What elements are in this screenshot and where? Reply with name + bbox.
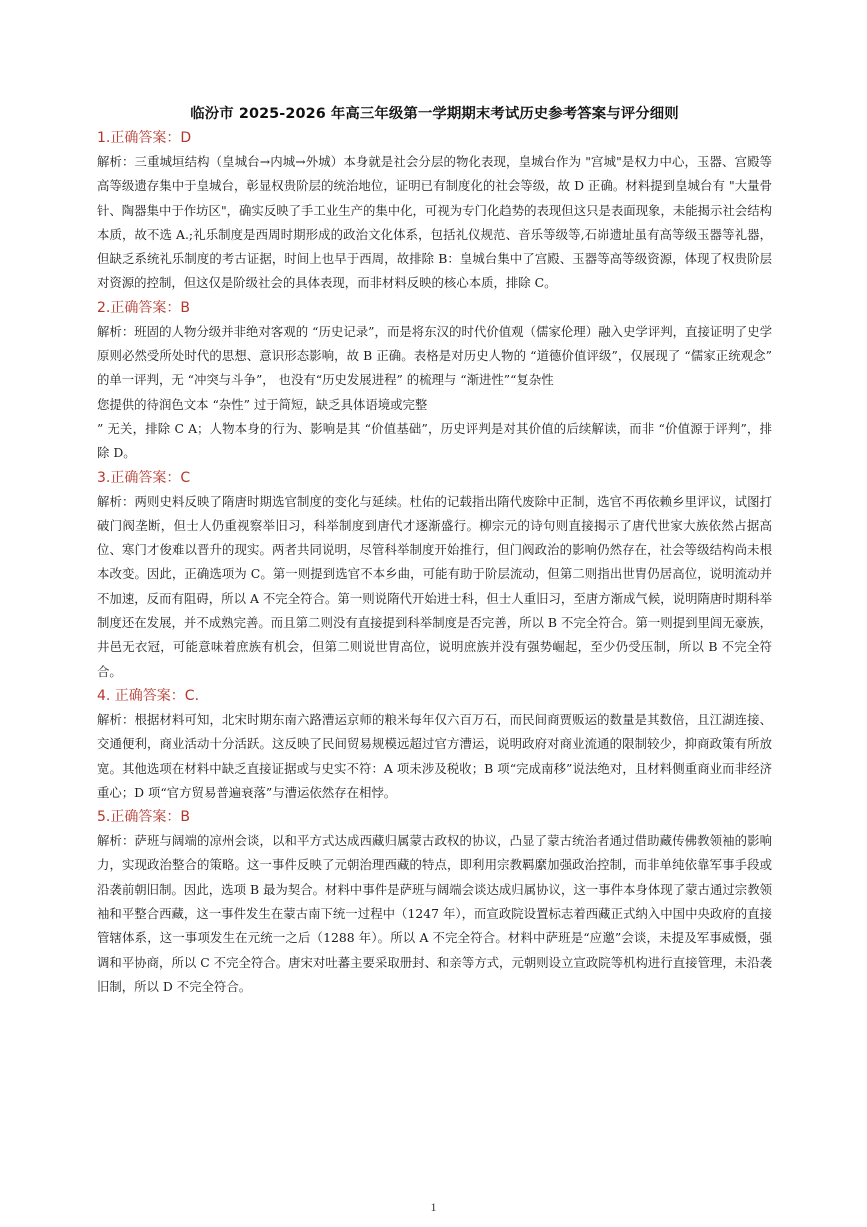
document-content xyxy=(97,104,772,999)
question-1-answer-heading: 1.正确答案：D xyxy=(97,130,192,146)
question-1-analysis: 解析：三重城垣结构（皇城台→内城→外城）本身就是社会分层的物化表现，皇城台作为 "宫城"是权力中心，玉器、宫殿等高等级遗存集中于皇城台，彰显权贵阶层的统治地位，证明已有制度化的社会等级，故 D 正确。材料提到皇城台有 "大量骨针、陶器集中于作坊区"，确实反映了手工业生产的集中化，可视为专门化趋势的表现但这只是表面现象，未能揭示社会结构本质，故不选 A.;礼乐制度是西周时期形成的政治文化体系，包括礼仪规范、音乐等级等,石峁遗址虽有高等级玉器等礼器，但缺乏系统礼乐制度的考古证据，时间上也早于西周，故排除 B：皇城台集中了宫殿、玉器等高等级资源，体现了权贵阶层对资源的控制，但这仅是阶级社会的具体表现，而非材料反映的核心本质，排除 C。 xyxy=(97,154,772,291)
document-title: 临汾市 2025-2026 年高三年级第一学期期末考试历史参考答案与评分细则 xyxy=(190,106,679,122)
question-3-answer-heading: 3.正确答案：C xyxy=(97,469,191,486)
question-4-section xyxy=(97,686,772,805)
page-number: 1 xyxy=(430,1200,437,1214)
question-5-answer-heading: 5.正确答案：B xyxy=(97,809,190,826)
question-4-analysis: 解析：根据材料可知，北宋时期东南六路漕运京师的粮米每年仅六百万石，而民间商贾贩运的数量是其数倍，且江湖连接、交通便利，商业活动十分活跃。这反映了民间贸易规模远超过官方漕运，说明政府对商业流通的限制较少，抑商政策有所放宽。其他选项在材料中缺乏直接证据或与史实不符：A 项未涉及税收；B 项“完成南移”说法绝对，且材料侧重商业而非经济重心；D 项“官方贸易普遍衰落”与漕运依然存在相悖。 xyxy=(97,711,772,800)
question-1-section xyxy=(97,128,772,296)
question-2-analysis-continued: ” 无关，排除 C A；人物本身的行为、影响是其 “价值基础”，历史评判是对其价值的后续解读，而非 “价值源于评判”，排除 D。 xyxy=(97,420,772,461)
question-5-section xyxy=(97,807,772,999)
question-2-answer-heading: 2.正确答案：B xyxy=(97,299,190,316)
question-2-analysis: 解析：班固的人物分级并非绝对客观的 “历史记录”，而是将东汉的时代价值观（儒家伦理）融入史学评判，直接证明了史学原则必然受所处时代的思想、意识形态影响，故 B 正确。表格是对历史人物的 “道德价值评级”，仅展现了 “儒家正统观念” 的单一评判，无 “冲突与斗争”， 也没有“历史发展进程” 的梳理与 “渐进性”“复杂性 xyxy=(97,323,772,388)
question-3-section xyxy=(97,468,772,684)
question-2-section xyxy=(97,298,772,466)
question-4-answer-heading: 4. 正确答案：C. xyxy=(97,687,200,704)
question-3-analysis: 解析：两则史料反映了隋唐时期选官制度的变化与延续。杜佑的记载指出隋代废除中正制，选官不再依赖乡里评议，试图打破门阀垄断，但士人仍重视察举旧习，科举制度到唐代才逐渐盛行。柳宗元的诗句则直接揭示了唐代世家大族依然占据高位、寒门才俊难以晋升的现实。两者共同说明，尽管科举制度开始推行，但门阀政治的影响仍然存在，社会等级结构尚未根本改变。因此，正确选项为 C。第一则提到选官不本乡曲，可能有助于阶层流动，但第二则指出世胄仍居高位，说明流动并不加速，反而有阻碍，所以 A 不完全符合。第一则说隋代开始进士科，但士人重旧习，至唐方渐成气候，说明隋唐时期科举制度还在发展，并不成熟完善。而且第二则没有直接提到科举制度是否完善，所以 B 不完全符合。第一则提到里闾无豪族，井邑无衣冠，可能意味着庶族有机会，但第二则说世胄高位，说明庶族并没有强势崛起，至少仍受压制，所以 B 不完全符合。 xyxy=(97,493,772,679)
question-5-analysis: 解析：萨班与阔端的凉州会谈，以和平方式达成西藏归属蒙古政权的协议，凸显了蒙古统治者通过借助藏传佛教领袖的影响力，实现政治整合的策略。这一事件反映了元朝治理西藏的特点，即利用宗教羁縻加强政治控制，而非单纯依靠军事手段或沿袭前朝旧制。因此，选项 B 最为契合。材料中事件是萨班与阔端会谈达成归属协议，这一事件本身体现了蒙古通过宗教领袖和平整合西藏，这一事件发生在蒙古南下统一过程中（1247 年），而宣政院设置标志着西藏正式纳入中国中央政府的直接管辖体系，这一事项发生在元统一之后（1288 年）。所以 A 不完全符合。材料中萨班是“应邀”会谈，未提及军事威慑，强调和平协商，所以 C 不完全符合。唐宋对吐蕃主要采取册封、和亲等方式，元朝则设立宣政院等机构进行直接管理，未沿袭旧制，所以 D 不完全符合。 xyxy=(97,833,772,994)
question-2-stray-note: 您提供的待润色文本 “杂性” 过于简短，缺乏具体语境或完整 xyxy=(97,396,428,412)
